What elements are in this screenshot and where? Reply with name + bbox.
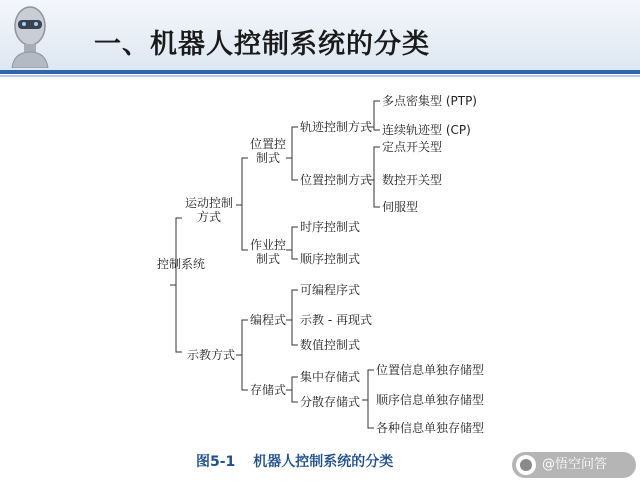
brace-motion bbox=[236, 158, 248, 250]
all-info-label: 各种信息单独存储型 bbox=[376, 421, 485, 435]
position-control-label: 位置控制式 bbox=[250, 137, 287, 165]
seq-info-label: 顺序信息单独存储型 bbox=[376, 393, 485, 407]
position-mode-label: 位置控制方式 bbox=[300, 173, 373, 187]
brace-position bbox=[286, 127, 298, 180]
multipoint-label: 多点密集型 (PTP) bbox=[382, 94, 477, 108]
pos-info-label: 位置信息单独存储型 bbox=[376, 363, 485, 377]
central-storage-label: 集中存储式 bbox=[300, 370, 361, 384]
brace-root bbox=[170, 218, 182, 352]
fixed-switch-label: 定点开关型 bbox=[382, 140, 443, 154]
timing-control-label: 时序控制式 bbox=[300, 220, 361, 234]
program-label: 编程式 bbox=[250, 313, 287, 327]
servo-label: 伺服型 bbox=[382, 200, 419, 214]
trajectory-control-label: 轨迹控制方式 bbox=[300, 120, 373, 134]
digital-switch-label: 数控开关型 bbox=[382, 173, 443, 187]
brace-teach bbox=[236, 320, 248, 390]
brace-distributed bbox=[362, 370, 374, 428]
continuous-label: 连续轨迹型 (CP) bbox=[382, 123, 471, 137]
watermark-text: @悟空问答 bbox=[542, 457, 608, 472]
motion-control-label: 运动控制方式 bbox=[184, 196, 233, 224]
watermark-logo-icon bbox=[516, 455, 536, 475]
numeric-control-label: 数值控制式 bbox=[300, 338, 361, 352]
figure-number: 图5-1 bbox=[196, 454, 236, 470]
figure-caption bbox=[196, 451, 393, 471]
storage-label: 存储式 bbox=[250, 383, 287, 397]
programmable-label: 可编程序式 bbox=[300, 283, 361, 297]
page-title: 一、机器人控制系统的分类 bbox=[94, 29, 430, 60]
figure-caption-text: 机器人控制系统的分类 bbox=[253, 454, 394, 470]
distributed-storage-label: 分散存储式 bbox=[300, 395, 361, 409]
work-control-label: 作业控制式 bbox=[250, 238, 287, 266]
sequence-control-label: 顺序控制式 bbox=[300, 252, 361, 266]
brace-work bbox=[286, 227, 298, 259]
teach-mode-label: 示教方式 bbox=[187, 348, 236, 362]
brace-storage bbox=[286, 377, 298, 402]
watermark bbox=[512, 452, 636, 478]
teach-replay-label: 示教 - 再现式 bbox=[300, 313, 372, 327]
root-label: 控制系统 bbox=[157, 257, 206, 271]
brace-program bbox=[286, 290, 298, 345]
